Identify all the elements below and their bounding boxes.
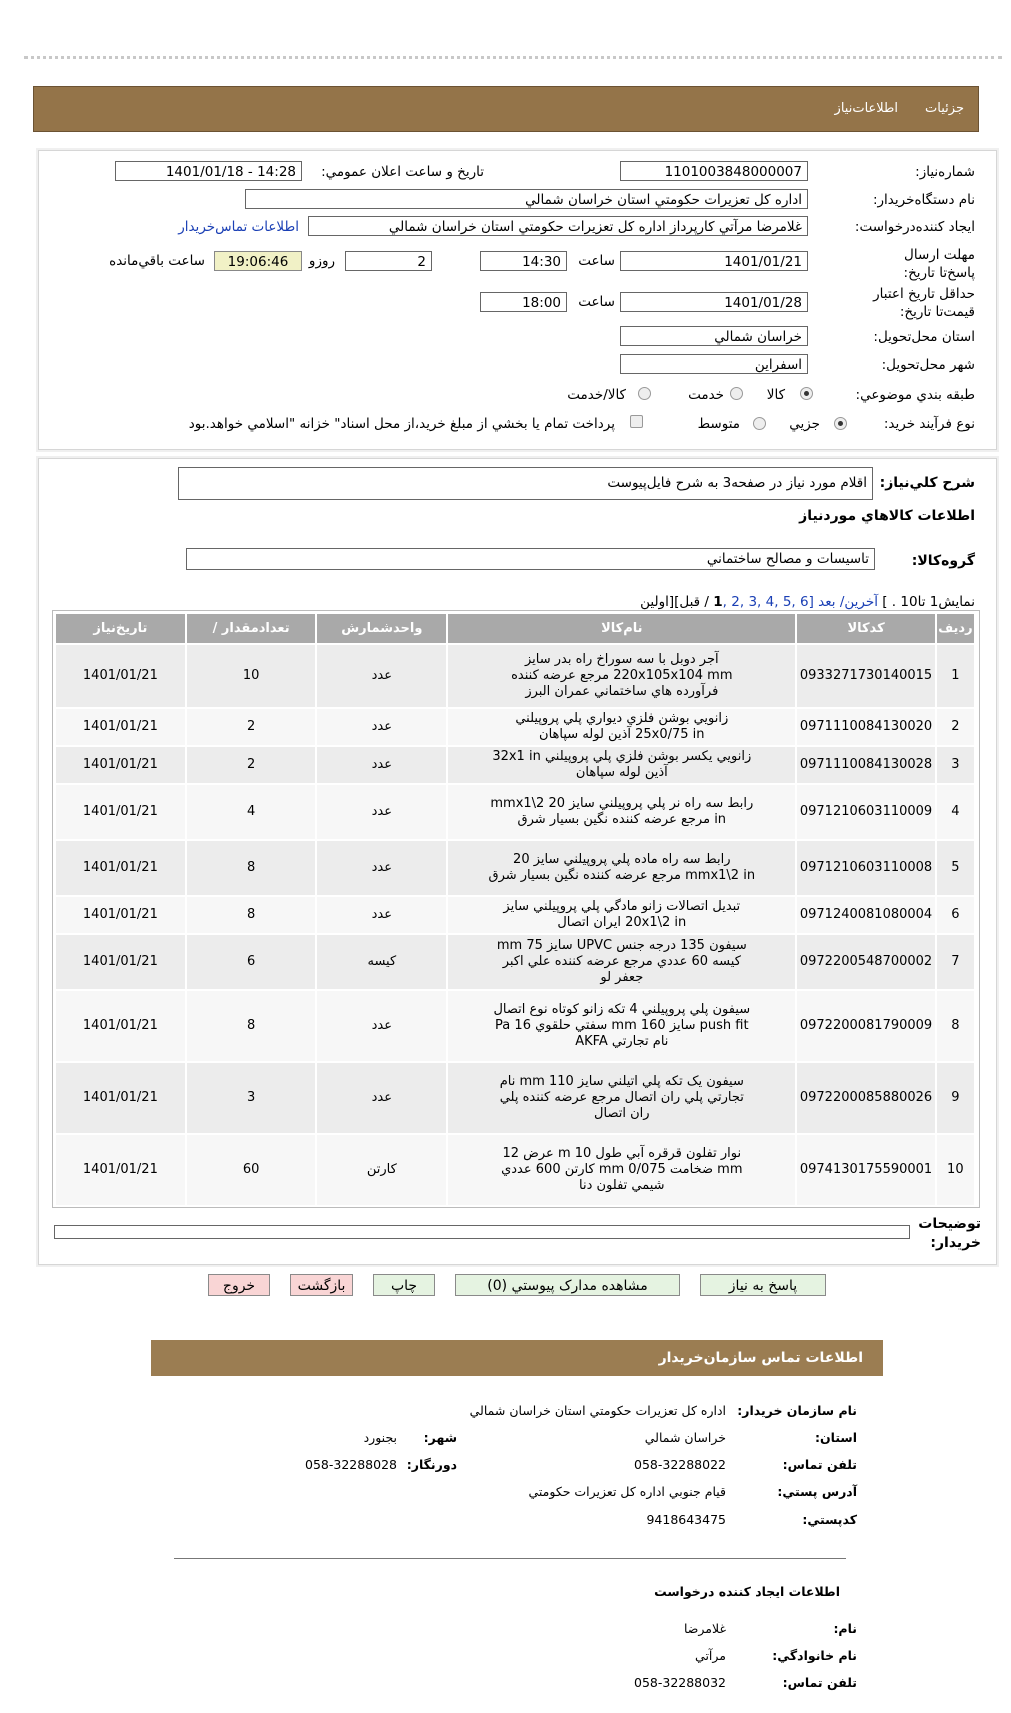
creator-phone-label: تلفن تماس: xyxy=(782,1675,857,1690)
print-button[interactable]: چاپ xyxy=(373,1274,435,1296)
org-label: نام سازمان خريدار: xyxy=(737,1403,857,1418)
back-button[interactable]: بازگشت xyxy=(290,1274,353,1296)
contact-divider xyxy=(174,1558,846,1559)
item-code: 0971210603110009 xyxy=(796,784,935,840)
row-no: 1 xyxy=(936,644,975,708)
need-no-label: شماره‌نياز: xyxy=(915,164,975,180)
goods-group-label: گروه‌کالا: xyxy=(911,553,975,569)
item-code: 0971110084130020 xyxy=(796,708,935,746)
process-medium-radio[interactable] xyxy=(753,417,766,430)
creator-info-heading: اطلاعات ايجاد کننده درخواست xyxy=(654,1584,840,1599)
address-value: قيام جنوبي اداره کل تعزيرات حکومتي xyxy=(528,1484,726,1499)
exit-button[interactable]: خروج xyxy=(208,1274,270,1296)
item-unit: عدد xyxy=(316,644,447,708)
item-code: 0972200081790009 xyxy=(796,990,935,1062)
phone-value: 058-32288022 xyxy=(634,1457,726,1472)
table-row xyxy=(55,934,975,990)
pager-info: نمايش1 تا10 . ] xyxy=(877,594,975,610)
description-label: شرح کلي‌نياز: xyxy=(879,475,975,491)
process-label: نوع فرآيند خريد: xyxy=(883,416,975,432)
deadline-label: مهلت ارسال پاسخ‌تا تاريخ: xyxy=(903,247,975,281)
col-code: کدکالا xyxy=(796,613,935,644)
item-date: 1401/01/21 xyxy=(55,990,186,1062)
attachments-button[interactable]: مشاهده مدارک پيوستي (0) xyxy=(455,1274,680,1296)
table-row xyxy=(55,746,975,784)
row-no: 8 xyxy=(936,990,975,1062)
item-name: رابط سه راه نر پلي پروپيلني سايز 20 mmx1\2 in مرجع عرضه کننده نگين بسيار شرق xyxy=(447,784,796,840)
treasury-payment-note: پرداخت تمام يا بخشي از مبلغ خريد،از محل اسناد" خزانه "اسلامي خواهد.بود xyxy=(188,416,615,432)
creator-label: ايجاد کننده‌درخواست: xyxy=(854,219,975,235)
row-no: 9 xyxy=(936,1062,975,1134)
contact-city-label: شهر: xyxy=(423,1430,457,1445)
process-partial-label: جزيي xyxy=(789,416,820,432)
item-unit: عدد xyxy=(316,896,447,934)
category-goods-service-label: کالا/خدمت xyxy=(567,387,626,403)
pager xyxy=(640,594,975,610)
days-label: روزو xyxy=(308,253,335,269)
province-field: خراسان شمالي xyxy=(620,326,808,346)
address-label: آدرس پستي: xyxy=(777,1484,857,1499)
creator-field: غلامرضا مرآتي کارپرداز اداره کل تعزيرات حکومتي استان خراسان شمالي xyxy=(308,216,808,236)
buyer-notes-field[interactable] xyxy=(54,1225,910,1239)
item-qty: 10 xyxy=(186,644,317,708)
validity-date-field: 1401/01/28 xyxy=(620,292,808,312)
category-service-radio[interactable] xyxy=(730,387,743,400)
item-date: 1401/01/21 xyxy=(55,840,186,896)
buyer-label: نام دستگاه‌خريدار: xyxy=(872,192,975,208)
buyer-contact-link[interactable]: اطلاعات تماس‌خريدار xyxy=(178,219,299,235)
item-unit: عدد xyxy=(316,990,447,1062)
item-date: 1401/01/21 xyxy=(55,746,186,784)
row-no: 6 xyxy=(936,896,975,934)
item-code: 0971240081080004 xyxy=(796,896,935,934)
deadline-time-field: 14:30 xyxy=(480,251,567,271)
row-no: 5 xyxy=(936,840,975,896)
validity-hour-label: ساعت xyxy=(578,294,615,310)
announce-label: تاريخ و ساعت اعلان عمومي: xyxy=(321,164,484,180)
contact-province-value: خراسان شمالي xyxy=(644,1430,726,1445)
table-row xyxy=(55,644,975,708)
buyer-field: اداره کل تعزيرات حکومتي استان خراسان شمالي xyxy=(245,189,808,209)
remaining-time-field: 19:06:46 xyxy=(214,251,302,271)
buyer-notes-label: توضيحات خريدار: xyxy=(918,1216,981,1251)
item-name: زانويي يکسر بوشن فلزي پلي پروپيلني 32x1 in آذين لوله سپاهان xyxy=(447,746,796,784)
province-label: استان محل‌تحويل: xyxy=(873,329,975,345)
days-field: 2 xyxy=(345,251,432,271)
item-name: آجر دوبل با سه سوراخ راه بدر سايز 220x105x104 mm مرجع عرضه کننده فرآورده هاي ساختماني عمران البرز xyxy=(447,644,796,708)
city-label: شهر محل‌تحويل: xyxy=(881,357,975,373)
item-date: 1401/01/21 xyxy=(55,784,186,840)
table-row xyxy=(55,990,975,1062)
org-value: اداره کل تعزيرات حکومتي استان خراسان شمالي xyxy=(469,1403,726,1418)
item-name: رابط سه راه ماده پلي پروپيلني سايز 20 mmx1\2 in مرجع عرضه کننده نگين بسيار شرق xyxy=(447,840,796,896)
item-name: زانويي بوشن فلزي ديواري پلي پروپيلني 25x0/75 in آذين لوله سپاهان xyxy=(447,708,796,746)
goods-info-heading: اطلاعات کالاهاي مورد‌نياز xyxy=(799,508,975,524)
item-unit: کيسه xyxy=(316,934,447,990)
item-unit: عدد xyxy=(316,708,447,746)
item-qty: 3 xyxy=(186,1062,317,1134)
col-row-no: رديف xyxy=(936,613,975,644)
contact-header xyxy=(151,1340,883,1376)
item-qty: 8 xyxy=(186,990,317,1062)
process-medium-label: متوسط xyxy=(697,416,740,432)
row-no: 3 xyxy=(936,746,975,784)
header-tab-bar xyxy=(33,86,979,132)
row-no: 2 xyxy=(936,708,975,746)
pager-current: 1 xyxy=(713,594,723,610)
creator-family-label: نام خانوادگي: xyxy=(772,1648,857,1663)
item-name: نوار تفلون قرقره آبي طول 10 m عرض 12 mm ضخامت 0/075 mm کارتن 600 عددي شيمي تفلون دنا xyxy=(447,1134,796,1206)
item-qty: 8 xyxy=(186,840,317,896)
goods-group-field: تاسيسات و مصالح ساختماني xyxy=(186,548,875,570)
creator-family-value: مرآتي xyxy=(695,1648,726,1663)
item-name: سيفون يک تکه پلي اتيلني سايز 110 mm نام تجارتي پلي ران اتصال مرجع عرضه کننده پلي ران اتصال xyxy=(447,1062,796,1134)
contact-province-label: استان: xyxy=(814,1430,857,1445)
category-goods-service-radio[interactable] xyxy=(638,387,651,400)
postal-label: کدپستي: xyxy=(802,1512,857,1527)
table-row xyxy=(55,784,975,840)
tab-details[interactable]: جزئيات xyxy=(925,101,964,116)
item-unit: عدد xyxy=(316,784,447,840)
item-code: 0971210603110008 xyxy=(796,840,935,896)
col-name: نام‌کالا xyxy=(447,613,796,644)
contact-city-value: بجنورد xyxy=(363,1430,397,1445)
category-goods-radio[interactable] xyxy=(800,387,813,400)
item-qty: 4 xyxy=(186,784,317,840)
item-unit: کارتن xyxy=(316,1134,447,1206)
item-code: 0971110084130028 xyxy=(796,746,935,784)
deadline-hour-label: ساعت xyxy=(578,253,615,269)
row-no: 4 xyxy=(936,784,975,840)
description-field: اقلام مورد نياز در صفحه3 به شرح فايل‌پيوست xyxy=(178,467,873,500)
pager-tail[interactable]: / قبل][اولين xyxy=(640,594,714,610)
item-date: 1401/01/21 xyxy=(55,1062,186,1134)
item-date: 1401/01/21 xyxy=(55,644,186,708)
contact-heading: اطلاعات تماس سازمان‌خريدار xyxy=(658,1350,863,1366)
item-date: 1401/01/21 xyxy=(55,896,186,934)
postal-value: 9418643475 xyxy=(646,1512,726,1527)
row-no: 7 xyxy=(936,934,975,990)
item-unit: عدد xyxy=(316,746,447,784)
tab-need-info[interactable]: اطلاعات‌نياز xyxy=(834,101,898,116)
item-unit: عدد xyxy=(316,1062,447,1134)
item-name: تبديل اتصالات زانو مادگي پلي پروپيلني سايز 20x1\2 in ايران اتصال xyxy=(447,896,796,934)
validity-label: حداقل تاريخ اعتبار قيمت‌تا تاريخ: xyxy=(873,286,975,320)
item-qty: 60 xyxy=(186,1134,317,1206)
table-row xyxy=(55,1134,975,1206)
pager-links[interactable]: آخرين/ بعد [6 ,5 ,4 ,3 ,2 , xyxy=(722,594,878,610)
item-code: 0972200085880026 xyxy=(796,1062,935,1134)
creator-name-label: نام: xyxy=(833,1621,857,1636)
table-row xyxy=(55,840,975,896)
item-qty: 2 xyxy=(186,746,317,784)
creator-phone-value: 058-32288032 xyxy=(634,1675,726,1690)
remaining-label: ساعت باقي‌مانده xyxy=(109,253,205,269)
item-date: 1401/01/21 xyxy=(55,708,186,746)
fax-value: 058-32288028 xyxy=(305,1457,397,1472)
need-no-field: 1101003848000007 xyxy=(620,161,808,181)
item-qty: 6 xyxy=(186,934,317,990)
process-partial-radio[interactable] xyxy=(834,417,847,430)
items-table xyxy=(54,612,976,1207)
fax-label: دورنگار: xyxy=(406,1457,457,1472)
validity-time-field: 18:00 xyxy=(480,292,567,312)
category-service-label: خدمت xyxy=(688,387,724,403)
item-code: 0974130175590001 xyxy=(796,1134,935,1206)
item-name: سيفون پلي پروپيلني 4 تکه زانو کوتاه نوع اتصال push fit سايز 160 mm سفتي حلقوي 16 Pa نام تجارتي AKFA xyxy=(447,990,796,1062)
row-no: 10 xyxy=(936,1134,975,1206)
item-unit: عدد xyxy=(316,840,447,896)
item-qty: 8 xyxy=(186,896,317,934)
col-unit: واحدشمارش xyxy=(316,613,447,644)
city-field: اسفراين xyxy=(620,354,808,374)
creator-name-value: غلامرضا xyxy=(683,1621,726,1636)
announce-field: 1401/01/18 - 14:28 xyxy=(115,161,302,181)
col-qty: تعداد‌مقدار / xyxy=(186,613,317,644)
reply-button[interactable]: پاسخ به نياز xyxy=(700,1274,826,1296)
item-code: 0933271730140015 xyxy=(796,644,935,708)
top-divider xyxy=(24,56,1002,59)
item-qty: 2 xyxy=(186,708,317,746)
item-code: 0972200548700002 xyxy=(796,934,935,990)
table-row xyxy=(55,1062,975,1134)
deadline-date-field: 1401/01/21 xyxy=(620,251,808,271)
item-name: سيفون 135 درجه جنس UPVC سايز 75 mm کيسه 60 عددي مرجع عرضه کننده علي اکبر جعفر لو xyxy=(447,934,796,990)
category-goods-label: کالا xyxy=(766,387,785,403)
category-label: طبقه بندي موضوعي: xyxy=(855,387,975,403)
treasury-payment-checkbox[interactable] xyxy=(630,415,643,428)
phone-label: تلفن تماس: xyxy=(782,1457,857,1472)
col-date: تاريخ‌نياز xyxy=(55,613,186,644)
table-row xyxy=(55,896,975,934)
item-date: 1401/01/21 xyxy=(55,1134,186,1206)
item-date: 1401/01/21 xyxy=(55,934,186,990)
table-row xyxy=(55,708,975,746)
